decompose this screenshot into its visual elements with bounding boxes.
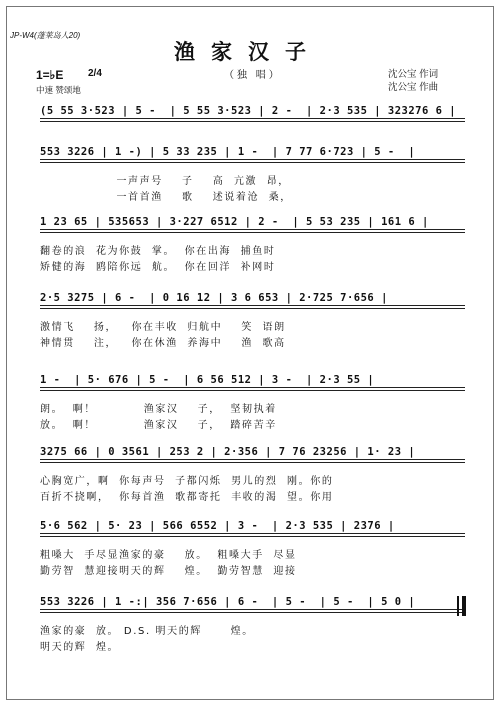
lyricist-credit: 沈公宝 作词	[388, 69, 439, 80]
jianpu-notes: 5·6 562 | 5· 23 | 566 6552 | 3 - | 2·3 535 | 2376 |	[40, 520, 395, 532]
song-title: 渔家汉子	[174, 39, 322, 64]
jianpu-notes: 553 3226 | 1 -) | 5 33 235 | 1 - | 7 77 6·723 | 5 - |	[40, 146, 416, 158]
composer-credit: 沈公宝 作曲	[388, 82, 439, 93]
lyric-line: 放。 啊！ 渔家汉 子， 踏碎苦辛	[40, 420, 277, 431]
lyric-line: 翻卷的浪 花为你鼓 掌。 你在出海 捕鱼时	[40, 246, 276, 257]
jianpu-notes: 3275 66 | 0 3561 | 253 2 | 2·356 | 7 76 23256 | 1· 23 |	[40, 446, 416, 458]
jianpu-notes: (5 55 3·523 | 5 - | 5 55 3·523 | 2 - | 2·3 535 | 323276 6 |	[40, 105, 457, 117]
lyric-line: 明天的辉 煌。	[40, 642, 120, 653]
jianpu-notes: 1 23 65 | 535653 | 3·227 6512 | 2 - | 5 53 235 | 161 6 |	[40, 216, 429, 228]
beam-underline	[40, 118, 465, 122]
beam-underline	[40, 459, 465, 463]
lyric-line: 勤劳智 慧迎接明天的辉 煌。 勤劳智慧 迎接	[40, 566, 297, 577]
subtitle: （独 唱）	[224, 70, 282, 81]
beam-underline	[40, 159, 465, 163]
lyric-line: 一首首渔 歌 述说着沧 桑，	[40, 192, 292, 203]
tempo-marking: 中速 赞颂地	[36, 85, 81, 95]
key-signature: 1=♭E	[36, 68, 64, 82]
lyric-line: 心胸宽广，啊 你每声号 子都闪烁 男儿的烈 刚。你的	[40, 476, 334, 487]
jianpu-notes: 553 3226 | 1 -:| 356 7·656 | 6 - | 5 - | 5 - | 5 0 |	[40, 596, 416, 608]
lyric-line: 粗嗓大 手尽显渔家的豪 放。 粗嗓大手 尽显	[40, 550, 297, 561]
catalog-code: JP-W4(蓬莱岛人20)	[10, 31, 81, 40]
beam-underline	[40, 305, 465, 309]
beam-underline	[40, 387, 465, 391]
time-signature: 2/4	[88, 68, 102, 79]
lyric-line: 激情飞 扬， 你在丰收 归航中 笑 语朗	[40, 322, 286, 333]
jianpu-notes: 2·5 3275 | 6 - | 0 16 12 | 3 6 653 | 2·725 7·656 |	[40, 292, 388, 304]
jianpu-notes: 1 - | 5· 676 | 5 - | 6 56 512 | 3 - | 2·3 55 |	[40, 374, 375, 386]
lyric-line: 朗。 啊！ 渔家汉 子， 坚韧执着	[40, 404, 277, 415]
beam-underline	[40, 609, 465, 613]
lyric-line: 渔家的豪 放。 D.S. 明天的辉 煌。	[40, 626, 254, 637]
lyric-line: 一声声号 子 高 亢激 昂，	[40, 176, 290, 187]
final-barline-thin	[457, 596, 459, 616]
beam-underline	[40, 533, 465, 537]
beam-underline	[40, 229, 465, 233]
lyric-line: 神情贯 注， 你在休渔 养海中 渔 歌高	[40, 338, 286, 349]
lyric-line: 百折不挠啊， 你每首渔 歌都寄托 丰收的渴 望。你用	[40, 492, 334, 503]
lyric-line: 矫健的海 鸥陪你远 航。 你在回洋 补网时	[40, 262, 276, 273]
final-barline-thick	[462, 596, 466, 616]
